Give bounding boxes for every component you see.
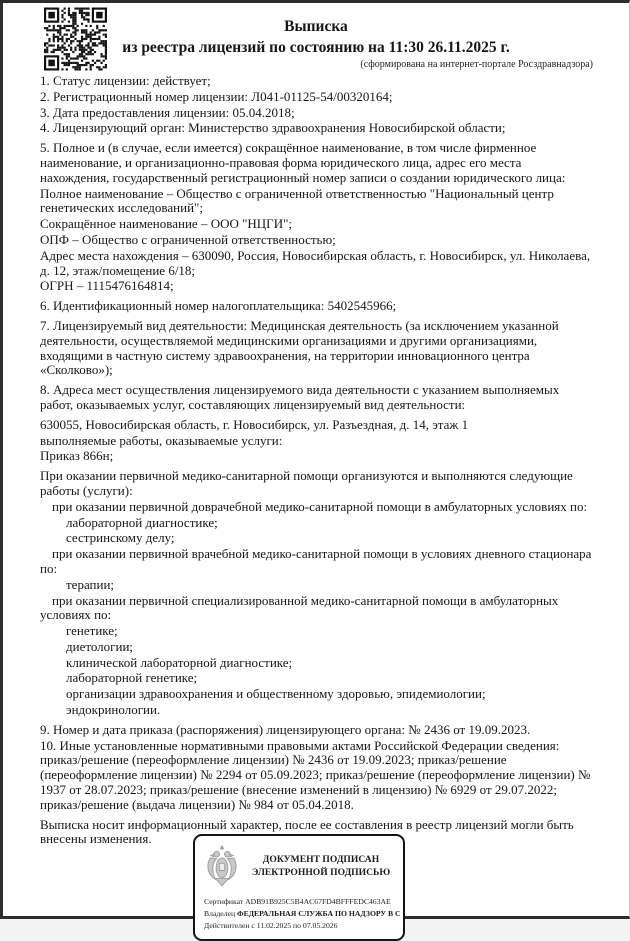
electronic-signature-stamp: [193, 834, 405, 940]
paragraph: 9. Номер и дата приказа (распоряжения) лицензирующего органа: № 2436 от 19.09.2023.: [40, 721, 531, 737]
paragraph: 1. Статус лицензии: действует;: [40, 73, 211, 88]
paragraph: 2. Регистрационный номер лицензии: Л041-01125-54/00320164;: [40, 88, 393, 104]
paragraph: 630055, Новосибирская область, г. Новосибирск, ул. Разъездная, д. 14, этаж 1: [40, 416, 469, 432]
paragraph: 5. Полное и (в случае, если имеется) сокращённое наименование, в том числе фирменное наименование, и организационно-правовая форма юридического лица, адрес его места нахождения, государственный регистрационный номер записи о создании юридического лица:: [40, 140, 566, 185]
paragraph: ОПФ – Общество с ограниченной ответственностью;: [40, 231, 336, 247]
paragraph: при оказании первичной специализированной медико-санитарной помощи в амбулаторных условиях по:: [40, 592, 559, 623]
paragraph: 4. Лицензирующий орган: Министерство здравоохранения Новосибирской области;: [40, 120, 506, 136]
paragraph: 3. Дата предоставления лицензии: 05.04.2018;: [40, 104, 295, 120]
paragraph: диетологии;: [66, 638, 134, 654]
stamp-title: [248, 853, 394, 879]
paragraph: лабораторной диагностике;: [66, 514, 218, 530]
stamp-validity-line: Действителен с 11.02.2025 по 07.05.2026: [204, 920, 338, 930]
stamp-title-line-1: ДОКУМЕНТ ПОДПИСАН: [262, 854, 380, 866]
paragraph: Полное наименование – Общество с ограниченной ответственностью "Национальный центр генетических исследований";: [40, 185, 554, 216]
title-line-2: из реестра лицензий по состоянию на 11:30 26.11.2025 г.: [122, 39, 510, 56]
qr-code-icon: [44, 7, 107, 71]
russian-coat-of-arms-icon: [204, 844, 240, 888]
paragraph: клинической лабораторной диагностике;: [66, 654, 293, 670]
owner-label: Владелец: [204, 909, 237, 919]
paragraph: генетике;: [66, 623, 118, 639]
paragraph: Адрес места нахождения – 630090, Россия, Новосибирская область, г. Новосибирск, ул. Николаева, д. 12, этаж/помещение 6/18;: [40, 247, 591, 278]
paragraph: Приказ 866н;: [40, 448, 114, 464]
title-line-1: Выписка: [284, 18, 348, 35]
stamp-certificate-line: [204, 896, 394, 908]
certificate-value: ADB91B925C5B4AC67FD4BFFFEDC463AE: [245, 897, 391, 907]
stamp-owner-line: [204, 908, 401, 920]
paragraph: 6. Идентификационный номер налогоплательщика: 5402545966;: [40, 298, 397, 314]
paragraph: при оказании первичной доврачебной медико-санитарной помощи в амбулаторных условиях по:: [52, 498, 588, 514]
paragraph: Сокращённое наименование – ООО "НЦГИ";: [40, 216, 293, 232]
paragraph: терапии;: [66, 576, 115, 592]
stamp-title-line-2: ЭЛЕКТРОННОЙ ПОДПИСЬЮ: [251, 867, 391, 879]
paragraph: 8. Адреса мест осуществления лицензируемого вида деятельности с указанием выполняемых работ, оказываемых услуг, составляющих лицензируемый вид деятельности:: [40, 382, 560, 412]
paragraph: ОГРН – 1115476164814;: [40, 278, 174, 294]
paragraph: 10. Иные установленные нормативными правовыми актами Российской Федерации сведения: приказ/решение (переоформление лицензии) № 2436 от 19.09.2023; приказ/решение (переоформление лицензии) № 2294 от 05.09.2023; приказ/решение (переоформление лицензии) № 1937 от 28.07.2023; приказ/решение (внесение изменений в лицензию) № 6929 от 29.07.2022; приказ/решение (выдача лицензии) № 984 от 05.04.2018.: [40, 737, 591, 812]
paragraph: организации здравоохранения и общественному здоровью, эпидемиологии;: [66, 686, 486, 702]
stamp-details: [204, 896, 401, 931]
paragraph: при оказании первичной врачебной медико-санитарной помощи в условиях дневного стационара по:: [40, 546, 592, 576]
paragraph: 7. Лицензируемый вид деятельности: Медицинская деятельность (за исключением указанной деятельности, осуществляемой медицинскими организациями и другими организациями, входящими в частную систему здравоохранения, на территории инновационного центра «Сколково»);: [40, 317, 559, 378]
paragraph: лабораторной генетике;: [66, 670, 198, 686]
paragraph: При оказании первичной медико-санитарной помощи организуются и выполняются следующие работы (услуги):: [40, 468, 573, 498]
paragraph: Выписка носит информационный характер, после ее составления в реестр лицензий могли быть внесены изменения.: [40, 816, 574, 847]
paragraph: сестринскому делу;: [66, 530, 175, 546]
paragraph: эндокринологии.: [66, 702, 161, 718]
generated-note: (сформирована на интернет-портале Росздравнадзора): [360, 59, 593, 70]
owner-value: ФЕДЕРАЛЬНАЯ СЛУЖБА ПО НАДЗОРУ В С: [236, 909, 401, 919]
certificate-label: Сертификат: [204, 897, 246, 907]
document-paragraphs: [3, 74, 629, 847]
paragraph: выполняемые работы, оказываемые услуги:: [40, 432, 283, 448]
stamp-header: [204, 844, 394, 888]
